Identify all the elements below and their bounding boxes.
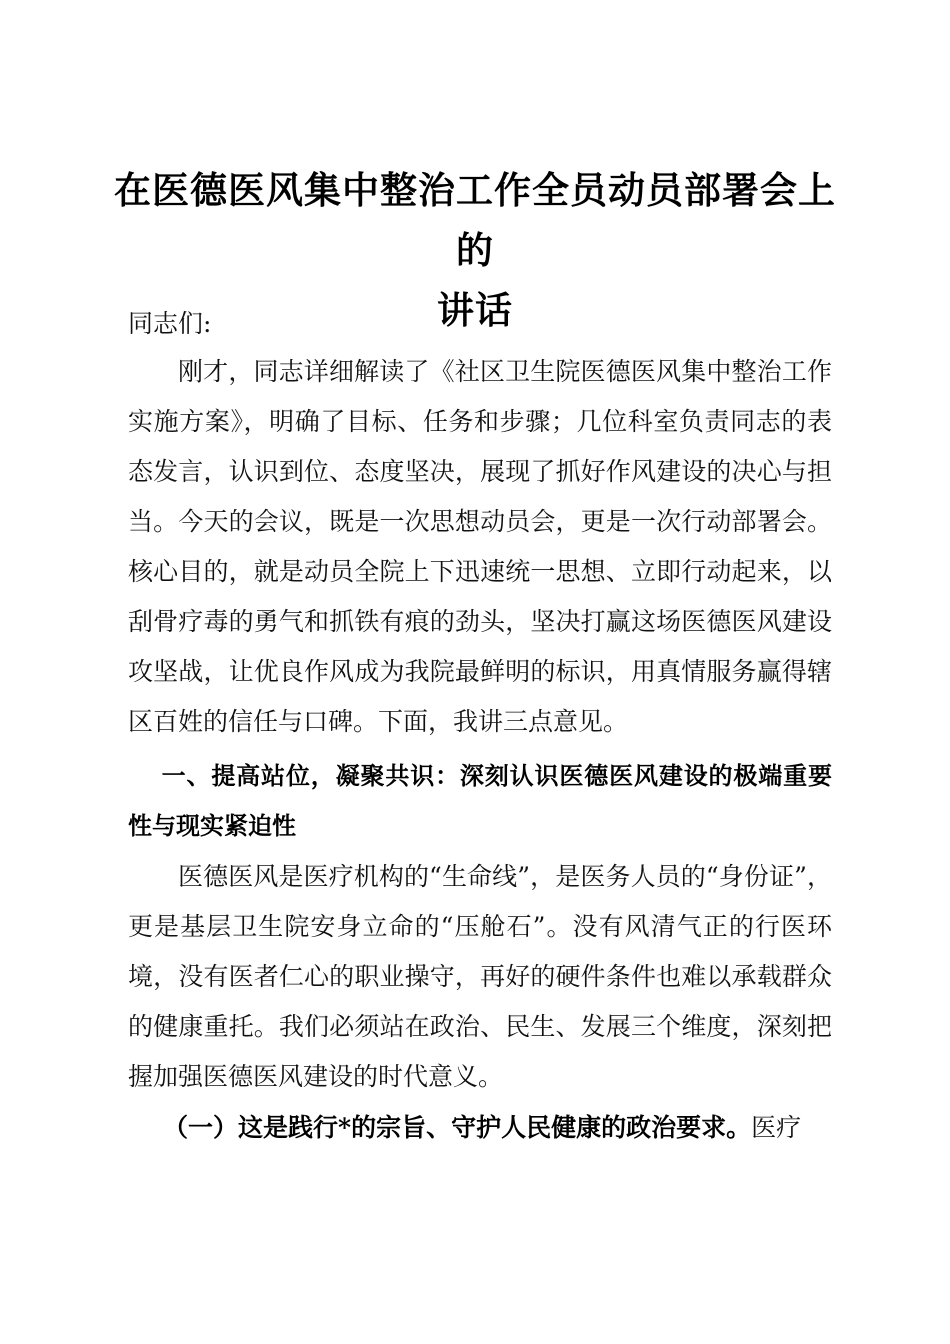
title-line-1: 在医德医风集中整治工作全员动员部署会上的 (114, 168, 836, 272)
subsection-paragraph (128, 1103, 832, 1153)
section-1-paragraph: 医德医风是医疗机构的“生命线”，是医务人员的“身份证”，更是基层卫生院安身立命的“压舱石”。没有风清气正的行医环境，没有医者仁心的职业操守，再好的硬件条件也难以承载群众的健康重托。我们必须站在政治、民生、发展三个维度，深刻把握加强医德医风建设的时代意义。 (128, 862, 832, 1091)
opening-paragraph: 刚才，同志详细解读了《社区卫生院医德医风集中整治工作实施方案》，明确了目标、任务和步骤；几位科室负责同志的表态发言，认识到位、态度坚决，展现了抓好作风建设的决心与担当。今天的会议，既是一次思想动员会，更是一次行动部署会。核心目的，就是动员全院上下迅速统一思想、立即行动起来，以刮骨疗毒的勇气和抓铁有痕的劲头，坚决打赢这场医德医风建设攻坚战，让优良作风成为我院最鲜明的标识，用真情服务赢得辖区百姓的信任与口碑。下面，我讲三点意见。 (128, 357, 832, 736)
section-heading-1: 一、提高站位，凝聚共识：深刻认识医德医风建设的极端重要性与现实紧迫性 (128, 762, 832, 840)
salutation: 同志们: (128, 309, 212, 338)
subsection-text: 医疗 (751, 1113, 802, 1142)
subsection-heading-1: （一）这是践行*的宗旨、守护人民健康的政治要求。 (163, 1113, 752, 1142)
title-line-2: 讲话 (437, 288, 513, 332)
